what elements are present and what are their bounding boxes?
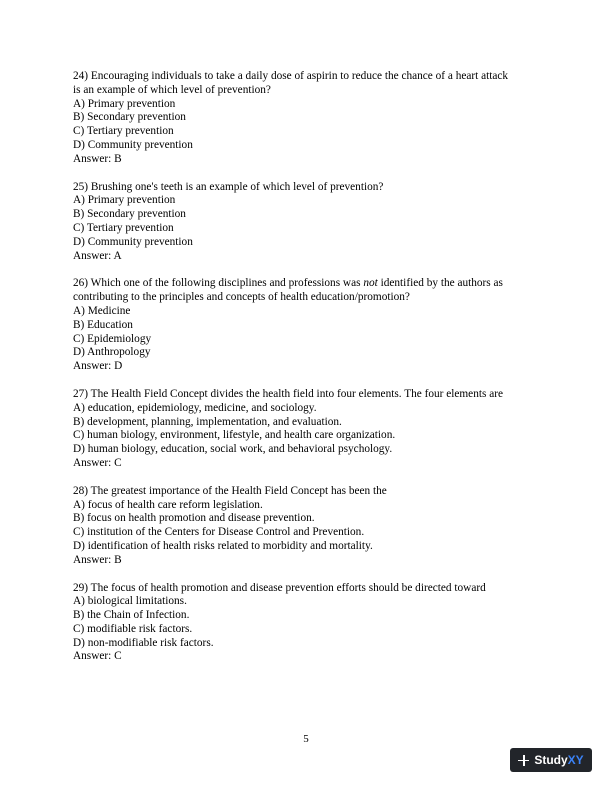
question-29	[73, 582, 553, 665]
answer-option: C) Tertiary prevention	[73, 221, 174, 234]
answer-option: A) Primary prevention	[73, 97, 176, 110]
answer-option: B) focus on health promotion and disease prevention.	[73, 512, 315, 525]
question-25	[73, 181, 553, 264]
question-stem-line: 29) The focus of health promotion and disease prevention efforts should be directed toward	[73, 581, 486, 594]
answer-option: B) Secondary prevention	[73, 208, 186, 221]
answer-option: A) biological limitations.	[73, 595, 187, 608]
page-number: 5	[303, 733, 309, 745]
question-27	[73, 388, 553, 471]
question-stem-line: contributing to the principles and concepts of health education/promotion?	[73, 291, 410, 304]
answer-option: A) Medicine	[73, 304, 131, 317]
question-stem-line: 24) Encouraging individuals to take a daily dose of aspirin to reduce the chance of a heart attack	[73, 70, 509, 82]
answer-option: D) Community prevention	[73, 138, 193, 151]
answer-option: D) human biology, education, social work, and behavioral psychology.	[73, 443, 393, 456]
question-24	[73, 70, 553, 167]
answer-option: B) Secondary prevention	[73, 111, 186, 124]
answer-key: Answer: B	[73, 553, 122, 566]
answer-option: D) Anthropology	[73, 346, 151, 359]
brand-name-part1: Study	[534, 753, 568, 767]
answer-option: D) Community prevention	[73, 235, 193, 248]
answer-key: Answer: B	[73, 152, 122, 165]
answer-option: C) institution of the Centers for Disease Control and Prevention.	[73, 526, 365, 539]
answer-option: D) identification of health risks related to morbidity and mortality.	[73, 539, 373, 552]
answer-key: Answer: D	[73, 360, 123, 373]
answer-key: Answer: C	[73, 650, 122, 663]
answer-option: A) focus of health care reform legislation.	[73, 498, 263, 511]
answer-option: C) Epidemiology	[73, 332, 152, 345]
question-stem-line: 27) The Health Field Concept divides the health field into four elements. The four elements are	[73, 387, 503, 400]
emphasized-word: not	[363, 277, 378, 290]
answer-option: C) modifiable risk factors.	[73, 622, 193, 635]
question-26	[73, 277, 553, 374]
answer-option: A) education, epidemiology, medicine, and sociology.	[73, 401, 317, 414]
brand-name-part2: XY	[567, 753, 584, 767]
answer-option: C) Tertiary prevention	[73, 125, 174, 138]
document-body	[73, 70, 553, 678]
stem-text: identified by the authors as	[377, 277, 503, 290]
answer-option: B) development, planning, implementation, and evaluation.	[73, 415, 342, 428]
answer-key: Answer: C	[73, 456, 122, 469]
answer-option: C) human biology, environment, lifestyle, and health care organization.	[73, 429, 396, 442]
question-stem-line: 25) Brushing one's teeth is an example of which level of prevention?	[73, 180, 384, 193]
question-stem-line	[73, 277, 553, 291]
plus-icon	[518, 755, 529, 766]
stem-text: 26) Which one of the following disciplines and professions was	[73, 277, 364, 290]
answer-option: B) the Chain of Infection.	[73, 609, 190, 622]
answer-option: D) non-modifiable risk factors.	[73, 636, 214, 649]
studyxy-badge[interactable]	[510, 748, 592, 772]
answer-option: A) Primary prevention	[73, 194, 176, 207]
question-stem-line: 28) The greatest importance of the Health Field Concept has been the	[73, 484, 387, 497]
answer-key: Answer: A	[73, 249, 122, 262]
answer-option: B) Education	[73, 318, 133, 331]
question-28	[73, 485, 553, 568]
brand-name	[534, 753, 583, 767]
question-stem-line: is an example of which level of prevention?	[73, 83, 271, 96]
